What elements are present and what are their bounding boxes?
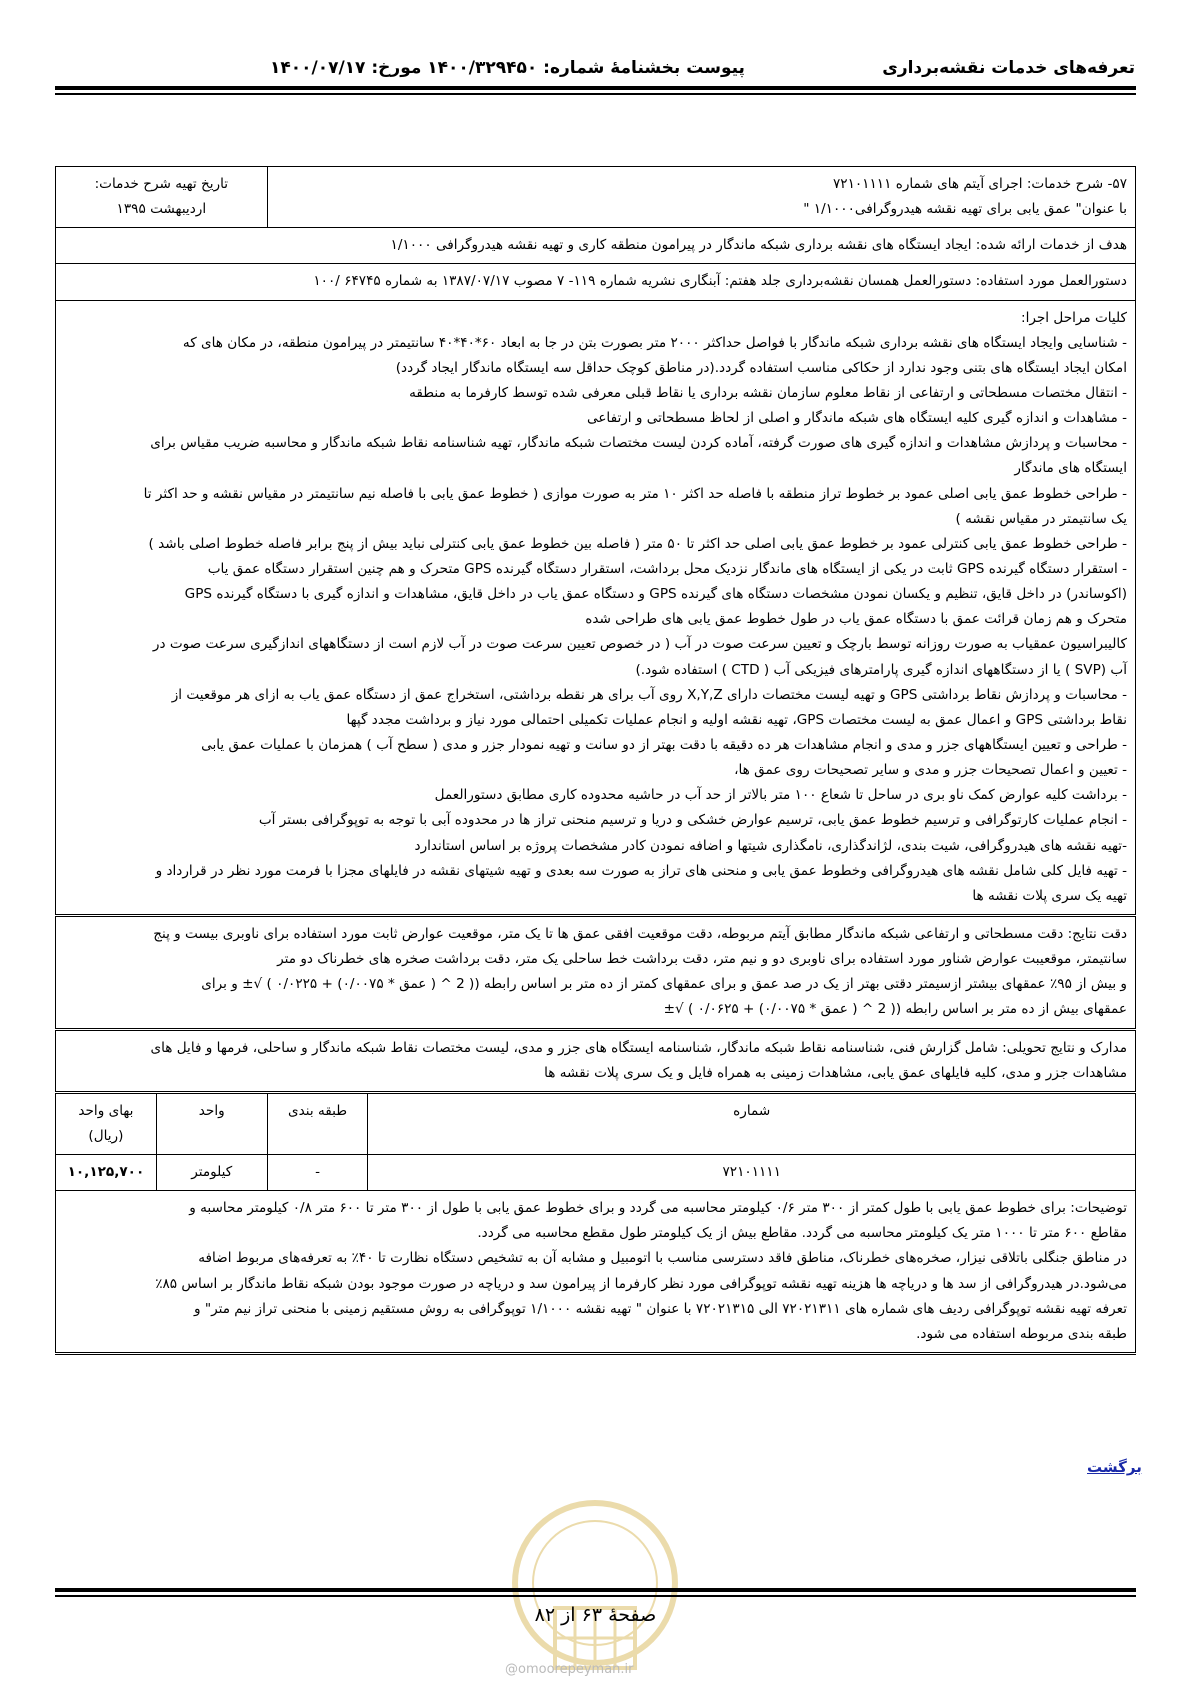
step-line: -تهیه نقشه های هیدروگرافی، شیت بندی، لژاندگذاری، نامگذاری شیتها و اضافه نمودن کادر مشخصات پروژه بر اساس استاندارد — [414, 837, 1127, 854]
deliverables-line: مشاهدات جزر و مدی، کلیه فایلهای عمق یابی، مشاهدات زمینی به همراه فایل و یک سری پلات نقشه ها — [544, 1064, 1127, 1081]
step-line: (اکوساندر) در داخل قایق، تنظیم و یکسان نمودن مشخصات دستگاه های گیرنده GPS و دستگاه عمق یاب در داخل قایق، مشاهدات و اندازه گیری با دستگاه گیرنده GPS — [184, 586, 1127, 603]
document-title: تعرفه‌های خدمات نقشه‌برداری — [882, 58, 1135, 78]
step-line: - انجام عملیات کارتوگرافی و ترسیم خطوط عمق یابی، ترسیم عوارض خشکی و دریا و ترسیم منحنی تراز ها در محدوده آبی با توجه به توپوگرافی بستر آب — [258, 812, 1127, 829]
step-line: نقاط برداشتی GPS و اعمال عمق به لیست مختصات GPS، تهیه نقشه اولیه و انجام عملیات تکمیلی احتمالی مورد نیاز و برداشت مجدد گپها — [346, 711, 1127, 728]
step-line: آب (SVP ) یا از دستگاههای اندازه گیری پارامترهای فیزیکی آب ( CTD ) استفاده شود.) — [635, 661, 1127, 678]
service-subject: با عنوان" عمق یابی برای تهیه نقشه هیدروگرافی۱/۱۰۰۰ " — [803, 201, 1127, 218]
step-line: - طراحی خطوط عمق یابی اصلی عمود بر خطوط تراز منطقه با فاصله حد اکثر ۱۰ متر به صورت موازی ( خطوط عمق یابی با فاصله نیم سانتیمتر در مقیاس نقشه و حد اکثر تا — [143, 485, 1127, 502]
price-col-unit: واحد — [156, 1092, 267, 1154]
step-line: ایستگاه های ماندگار — [1014, 460, 1127, 477]
accuracy-line: دقت نتایج: دقت مسطحاتی و ارتفاعی شبکه ماندگار مطابق آیتم مربوطه، دقت موقعیت افقی عمق ها تا یک متر، موقعیت عوارض ثابت مورد استفاده برای ناوبری بیست و پنج — [153, 925, 1127, 942]
deliverables-section — [56, 1029, 1136, 1092]
service-description: ۵۷- شرح خدمات: اجرای آیتم های شماره ۷۲۱۰۱۱۱۱ — [832, 176, 1127, 192]
page-number: صفحۀ ۶۳ از ۸۲ — [534, 1604, 657, 1626]
service-goal: هدف از خدمات ارائه شده: ایجاد ایستگاه های نقشه برداری شبکه ماندگار در پیرامون منطقه کاری و تهیه نقشه هیدروگرافی ۱/۱۰۰۰ — [56, 228, 1136, 264]
step-line: - طراحی و تعیین ایستگاههای جزر و مدی و انجام مشاهدات هر ده دقیقه با دقت بهتر از دو سانت و تهیه نمودار جزر و مدی ( سطح آب ) همزمان با عملیات عمق یابی — [201, 736, 1127, 753]
step-line: - تهیه فایل کلی شامل نقشه های هیدروگرافی وخطوط عمق یابی و منحنی های تراز به صورت سه بعدی و تهیه شیتهای نقشه در فایلهای مجزا با فرمت مورد نظر در قرارداد و — [155, 862, 1127, 879]
price-col-category: طبقه بندی — [267, 1092, 368, 1154]
price-table-row — [56, 1155, 1136, 1191]
service-table — [55, 166, 1136, 1355]
step-line: امکان ایجاد ایستگاه های بتنی وجود ندارد از حکاکی مناسب استفاده گردد.(در مناطق کوچک حداقل سه ایستگاه ماندگار ایجاد گردد) — [395, 359, 1127, 376]
step-line: تهیه یک سری پلات نقشه ها — [972, 887, 1127, 904]
price-table-header — [56, 1092, 1136, 1154]
note-line: طبقه بندی مربوطه استفاده می شود. — [916, 1325, 1127, 1342]
price-col-price: بهای واحد (ریال) — [56, 1092, 157, 1154]
step-line: - شناسایی وایجاد ایستگاه های نقشه برداری شبکه ماندگار با فواصل حداکثر ۲۰۰۰ متر بصورت بتن در جا به ابعاد ۶۰*۴۰*۴۰ سانتیمتر در پیرامون منطقه، در مکان های که — [182, 334, 1127, 351]
steps-title: کلیات مراحل اجرا: — [1021, 309, 1127, 326]
step-line: - استقرار دستگاه گیرنده GPS ثابت در یکی از ایستگاه های ماندگار نزدیک محل برداشت، استقرار دستگاه گیرنده GPS متحرک و هم چنین استقرار دستگاه عمق یاب — [207, 560, 1127, 577]
step-line: - انتقال مختصات مسطحاتی و ارتفاعی از نقاط معلوم سازمان نقشه برداری یا نقاط قبلی معرفی شده توسط کارفرما به منطقه — [409, 384, 1127, 401]
step-line: کالیبراسیون عمقیاب به صورت روزانه توسط بارچک و تعیین سرعت صوت در آب ( در خصوص تعیین سرعت صوت در آب لازم است از دستگاههای اندازگیری سرعت صوت در — [152, 636, 1127, 653]
accuracy-section — [56, 915, 1136, 1029]
note-line: تعرفه تهیه نقشه توپوگرافی ردیف های شماره های ۷۲۰۲۱۳۱۱ الی ۷۲۰۲۱۳۱۵ با عنوان " تهیه نقشه ۱/۱۰۰۰ توپوگرافی به روش مستقیم زمینی با منحنی تراز نیم متر" و — [193, 1300, 1127, 1317]
page-header — [55, 52, 1135, 82]
circular-reference: پیوست بخشنامۀ شماره: ۱۴۰۰/۳۲۹۴۵۰ مورخ: ۱۴۰۰/۰۷/۱۷ — [270, 58, 745, 78]
step-line: متحرک و هم زمان قرائت عمق با دستگاه عمق یاب در طول خطوط عمق یابی های طراحی شده — [585, 611, 1127, 628]
item-number: ۷۲۱۰۱۱۱۱ — [368, 1155, 1136, 1191]
service-description-row — [56, 167, 1136, 228]
watermark-site: @omoorepeyman.ir — [505, 1662, 634, 1677]
step-line: - برداشت کلیه عوارض کمک ناو بری در ساحل تا شعاع ۱۰۰ متر بالاتر از حد آب در حاشیه محدوده کاری مطابق دستورالعمل — [434, 787, 1127, 804]
step-line: - تعیین و اعمال تصحیحات جزر و مدی و سایر تصحیحات روی عمق ها، — [734, 762, 1127, 779]
item-price: ۱۰,۱۲۵,۷۰۰ — [56, 1155, 157, 1191]
header-rule — [55, 86, 1136, 90]
step-line: - مشاهدات و اندازه گیری کلیه ایستگاه های شبکه ماندگار و اصلی از لحاظ مسطحاتی و ارتفاعی — [586, 410, 1127, 427]
service-date-label: تاریخ تهیه شرح خدمات: — [94, 176, 229, 192]
price-col-number: شماره — [368, 1092, 1136, 1154]
step-line: یک سانتیمتر در مقیاس نقشه ) — [955, 510, 1127, 527]
header-rule-thin — [55, 93, 1136, 95]
notes-section — [56, 1191, 1136, 1354]
note-line: مقاطع ۶۰۰ متر تا ۱۰۰۰ متر یک کیلومتر محاسبه می گردد. مقاطع بیش از یک کیلومتر طول مقطع محاسبه می گردد. — [477, 1225, 1127, 1242]
note-line: می‌شود.در هیدروگرافی از سد ها و دریاچه ها هزینه تهیه نقشه توپوگرافی مورد نظر کارفرما از پیرامون سد و دریاچه در صورت موجود بودن شبکه نقاط ماندگار بر اساس ۸۵٪ — [155, 1275, 1127, 1292]
service-instruction: دستورالعمل مورد استفاده: دستورالعمل همسان نقشه‌برداری جلد هفتم: آبنگاری نشریه شماره ۱۱۹- ۷ مصوب ۱۳۸۷/۰۷/۱۷ به شماره ۶۴۷۴۵ /۱۰۰ — [56, 264, 1136, 300]
footer-rule-thin — [55, 1595, 1136, 1597]
item-category: - — [267, 1155, 368, 1191]
item-unit: کیلومتر — [156, 1155, 267, 1191]
footer-rule — [55, 1588, 1136, 1592]
note-line: توضیحات: برای خطوط عمق یابی با طول کمتر از ۳۰۰ متر ۰/۶ کیلومتر محاسبه می گردد و برای خطوط عمق یابی با طول از ۳۰۰ متر تا ۶۰۰ متر ۰/۸ کیلومتر محاسبه و — [189, 1200, 1127, 1217]
accuracy-line: و بیش از ۹۵٪ عمقهای بیشتر ازسیمتر دقتی بهتر از یک در صد عمق و برای عمقهای کمتر از ده متر بر اساس رابطه (( 2 ^ ( عمق * ۰/۰۰۷۵) + ۰/۰۲۲۵ ) √± و برای — [201, 976, 1127, 993]
service-date-cell — [56, 167, 268, 228]
note-line: در مناطق جنگلی باتلاقی نیزار، صخره‌های خطرناک، مناطق فاقد دسترسی مناسب با اتومبیل و مشابه آن به تشخیص دستگاه نظارت تا ۴۰٪ به تعرفه‌های مربوط اضافه — [198, 1250, 1127, 1267]
accuracy-line: عمقهای بیش از ده متر بر اساس رابطه (( 2 ^ ( عمق * ۰/۰۰۷۵) + ۰/۰۶۲۵ ) √± — [663, 1001, 1127, 1018]
service-description-cell — [267, 167, 1135, 228]
step-line: - طراحی خطوط عمق یابی کنترلی عمود بر خطوط عمق یابی اصلی حد اکثر تا ۵۰ متر ( فاصله بین خطوط عمق یابی کنترلی نباید بیش از پنج برابر فاصله خطوط اصلی باشد ) — [148, 535, 1127, 552]
execution-steps — [56, 300, 1136, 915]
step-line: - محاسبات و پردازش مشاهدات و اندازه گیری های صورت گرفته، آماده کردن لیست مختصات شبکه ماندگار، تهیه شناسنامه نقاط شبکه ماندگار و محاسبه ضریب مقیاس برای — [150, 435, 1127, 452]
back-link[interactable]: برگشت — [1087, 1458, 1142, 1476]
accuracy-line: سانتیمتر، موقعیبت عوارض شناور مورد استفاده برای ناوبری دو و نیم متر، دقت برداشت خط ساحلی یک متر، دقت برداشت صخره های خطرناک دو متر — [277, 951, 1127, 968]
deliverables-line: مدارک و نتایج تحویلی: شامل گزارش فنی، شناسنامه نقاط شبکه ماندگار، شناسنامه ایستگاه های جزر و مدی، لیست مختصات نقاط شبکه ماندگار و ساحلی، فرمها و فایل های — [150, 1039, 1127, 1056]
service-date-value: اردیبهشت ۱۳۹۵ — [116, 201, 207, 218]
step-line: - محاسبات و پردازش نقاط برداشتی GPS و تهیه لیست مختصات دارای X,Y,Z روی آب برای هر نقطه برداشتی، استخراج عمق از دستگاه عمق یاب به ازای هر موقعیت از — [171, 686, 1127, 703]
